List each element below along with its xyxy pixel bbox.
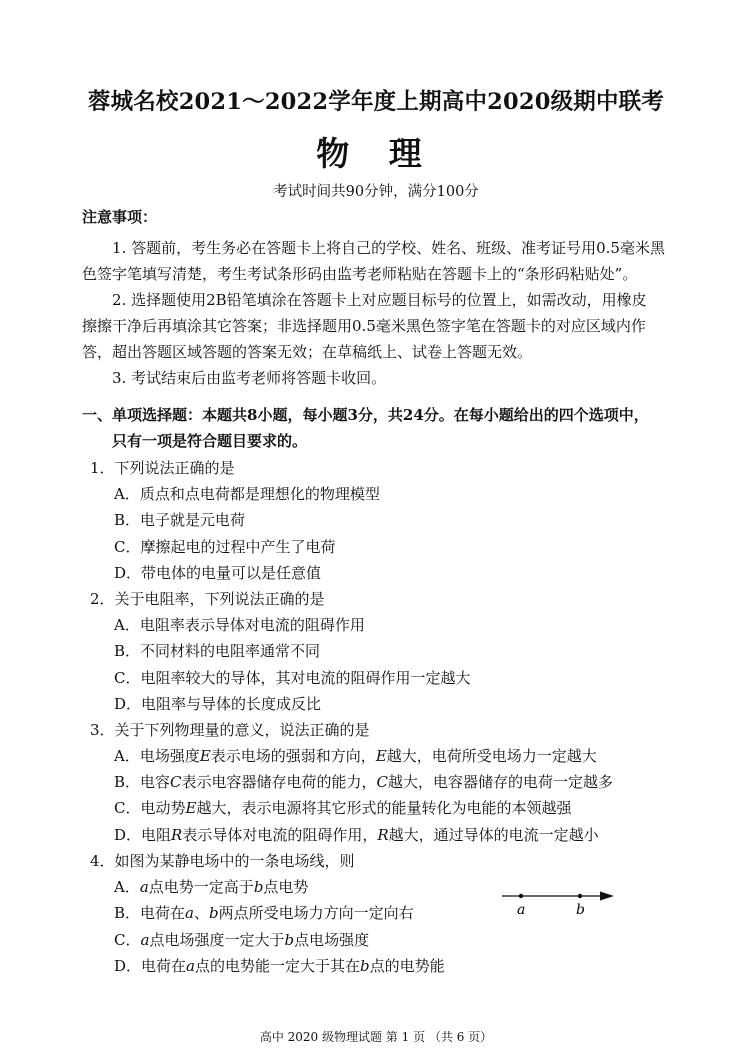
q3-a-var-e: E <box>199 747 211 765</box>
q3-option-d <box>114 824 599 845</box>
q4-b-text-1: B．电荷在 <box>114 904 186 922</box>
q3-b-text-2: 表示电容器储存电荷的能力， <box>181 773 377 791</box>
q2-stem: 2．关于电阻率，下列说法正确的是 <box>90 590 325 608</box>
note-2-line-2: 擦擦干净后再填涂其它答案；非选择题用0.5毫米黑色签字笔在答题卡的对应区域内作 <box>82 317 646 335</box>
q1-option-d: D．带电体的电量可以是任意值 <box>114 564 322 582</box>
q4-b-text-2: 、 <box>193 904 209 922</box>
point-a-dot <box>519 894 523 898</box>
point-b-label: b <box>576 902 585 918</box>
time-note: 考试时间共90分钟，满分100分 <box>273 184 479 200</box>
q4-b-var-a: a <box>185 904 194 922</box>
q3-option-b <box>114 771 613 792</box>
q3-d-text-1: D．电阻 <box>114 826 172 844</box>
point-b-dot <box>578 894 582 898</box>
field-line-arrowhead <box>600 892 614 901</box>
q3-d-text-3: 越大，通过导体的电流一定越小 <box>388 826 599 844</box>
q3-b-text-1: B．电容 <box>114 773 171 791</box>
q4-d-var-a: a <box>186 957 195 975</box>
q4-a-var-a: a <box>139 878 149 896</box>
q4-option-b <box>114 902 414 923</box>
q3-a-var-e-2: E <box>375 747 387 765</box>
q4-a-text-3: 点电势 <box>263 878 309 896</box>
q3-b-var-c-2: C <box>376 773 389 791</box>
q4-a-text-2: 点电势一定高于 <box>148 878 254 896</box>
q4-c-text-1: C． <box>114 931 141 949</box>
q4-c-var-b: b <box>284 931 295 949</box>
q2-option-c: C．电阻率较大的导体，其对电流的阻碍作用一定越大 <box>114 669 471 687</box>
q4-option-a <box>114 876 308 897</box>
notes-heading: 注意事项： <box>82 208 158 226</box>
q4-b-var-b: b <box>209 904 219 922</box>
note-2-line-3: 答，超出答题区域答题的答案无效；在草稿纸上、试卷上答题无效。 <box>82 343 533 361</box>
q3-b-var-c: C <box>170 773 182 791</box>
q3-stem: 3．关于下列物理量的意义，说法正确的是 <box>90 721 370 739</box>
point-a-label: a <box>517 902 526 918</box>
q3-option-a <box>114 745 597 766</box>
q4-d-text-3: 点的电势能 <box>369 957 445 975</box>
section-1-title-line-1: 一、单项选择题：本题共8小题，每小题3分，共24分。在每小题给出的四个选项中， <box>82 406 649 424</box>
note-1-line-1: 1. 答题前，考生务必在答题卡上将自己的学校、姓名、班级、准考证号用0.5毫米黑 <box>112 239 665 257</box>
section-1-title-line-2: 只有一项是符合题目要求的。 <box>112 432 308 450</box>
q2-option-a: A．电阻率表示导体对电流的阻碍作用 <box>114 616 365 634</box>
q4-a-text-1: A． <box>114 878 140 896</box>
q3-c-text-2: 越大，表示电源将其它形式的能量转化为电能的本领越强 <box>196 799 572 817</box>
q1-stem: 1．下列说法正确的是 <box>90 459 235 477</box>
q3-a-text-1: A．电场强度 <box>114 747 200 765</box>
note-3: 3. 考试结束后由监考老师将答题卡收回。 <box>112 369 387 387</box>
electric-field-line-figure <box>490 880 620 920</box>
q3-a-text-2: 表示电场的强弱和方向， <box>210 747 376 765</box>
q3-c-var-e: E <box>185 799 197 817</box>
q1-option-c: C．摩擦起电的过程中产生了电荷 <box>114 538 336 556</box>
q4-b-text-3: 两点所受电场力方向一定向右 <box>218 904 414 922</box>
q3-b-text-3: 越大，电容器储存的电荷一定越多 <box>388 773 614 791</box>
q4-d-text-2: 点的电势能一定大于其在 <box>194 957 360 975</box>
q2-option-b: B．不同材料的电阻率通常不同 <box>114 642 321 660</box>
q3-option-c <box>114 797 571 818</box>
q1-option-b: B．电子就是元电荷 <box>114 511 246 529</box>
q4-c-text-2: 点电场强度一定大于 <box>149 931 285 949</box>
q4-c-text-3: 点电场强度 <box>294 931 370 949</box>
q4-stem: 4．如图为某静电场中的一条电场线，则 <box>90 852 355 870</box>
q1-option-a: A．质点和点电荷都是理想化的物理模型 <box>114 485 380 503</box>
q4-d-text-1: D．电荷在 <box>114 957 187 975</box>
subject-heading: 物 理 <box>316 134 436 173</box>
q4-option-c <box>114 929 369 950</box>
q4-option-d <box>114 955 445 976</box>
q3-d-var-r-2: R <box>377 826 389 844</box>
q3-d-text-2: 表示导体对电流的阻碍作用， <box>182 826 378 844</box>
q3-d-var-r: R <box>171 826 183 844</box>
page-footer: 高中 2020 级物理试题 第 1 页 （共 6 页） <box>259 1030 493 1044</box>
q3-c-text-1: C．电动势 <box>114 799 186 817</box>
q3-a-text-3: 越大，电荷所受电场力一定越大 <box>386 747 597 765</box>
q4-d-var-b: b <box>360 957 370 975</box>
note-1-line-2: 色签字笔填写清楚，考生考试条形码由监考老师粘贴在答题卡上的“条形码粘贴处”。 <box>82 265 638 283</box>
q4-a-var-b: b <box>253 878 264 896</box>
note-2-line-1: 2. 选择题使用2B铅笔填涂在答题卡上对应题目标号的位置上，如需改动，用橡皮 <box>112 291 647 309</box>
exam-title: 蓉城名校2021～2022学年度上期高中2020级期中联考 <box>87 89 665 115</box>
q4-c-var-a: a <box>140 931 150 949</box>
q2-option-d: D．电阻率与导体的长度成反比 <box>114 695 322 713</box>
